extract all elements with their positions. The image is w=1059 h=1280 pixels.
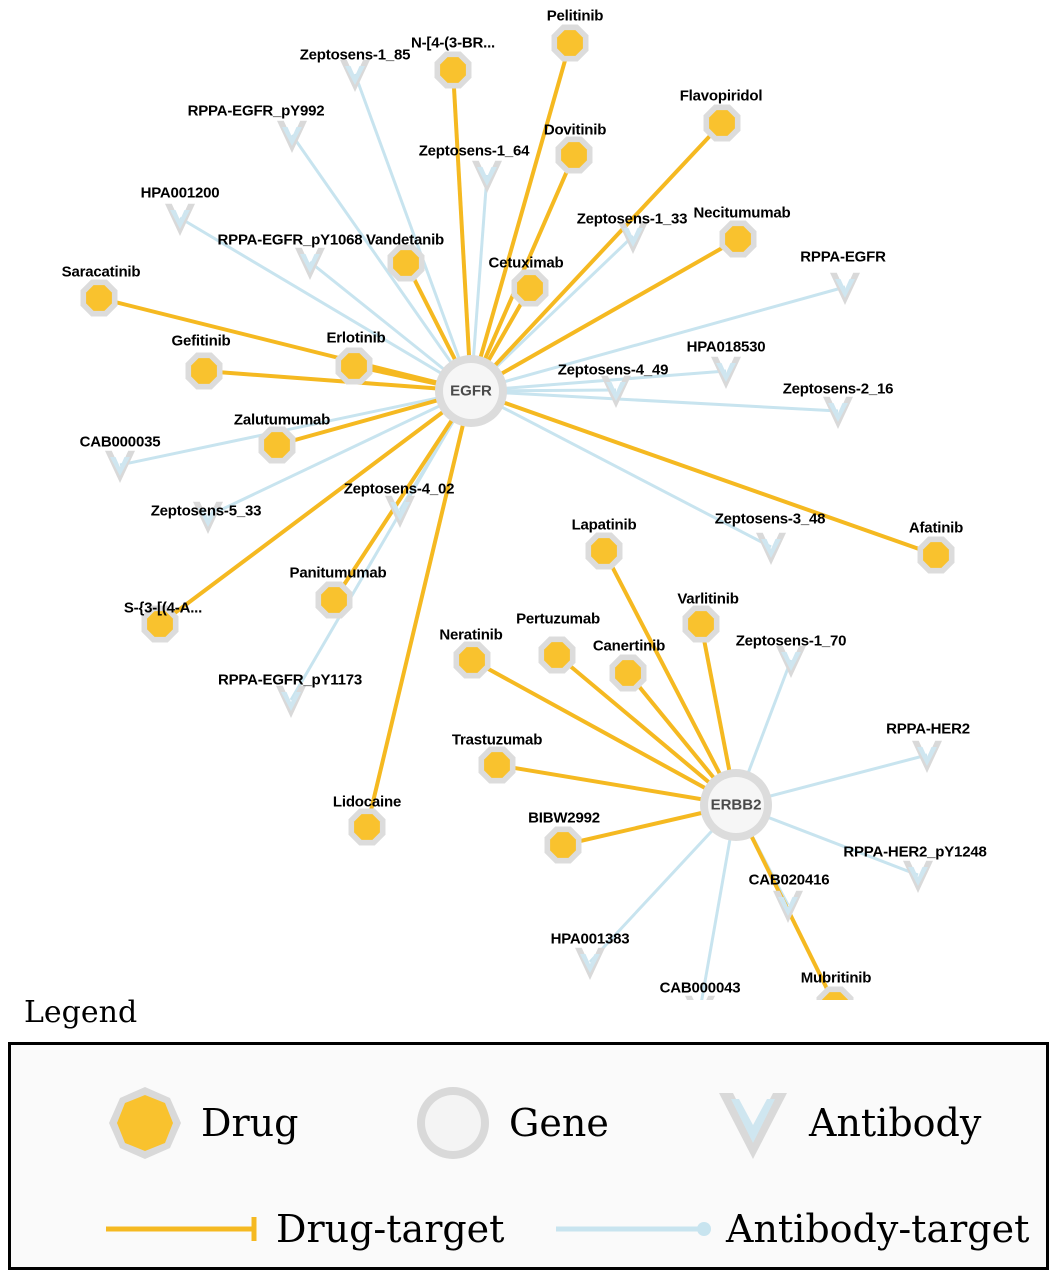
antibody-node-label: HPA001383 <box>550 930 630 948</box>
antibody-node[interactable] <box>276 686 306 718</box>
drug-node-label: Saracatinib <box>61 263 141 281</box>
drug-node-label: Lidocaine <box>332 793 402 811</box>
antibody-node-label: HPA001200 <box>140 184 220 202</box>
antibody-node[interactable] <box>823 397 853 429</box>
legend-box <box>8 1042 1049 1270</box>
antibody-node-label: RPPA-HER2_pY1248 <box>843 843 987 861</box>
drug-node-label: Gefitinib <box>171 332 231 350</box>
drug-node[interactable] <box>81 280 118 317</box>
drug-icon <box>103 1081 187 1165</box>
antibody-node[interactable] <box>903 861 933 893</box>
drug-node-label: Flavopiridol <box>679 87 763 105</box>
drug-node-label: Panitumumab <box>289 564 387 582</box>
antibody-node-label: CAB000035 <box>79 433 161 451</box>
legend-edge-drug-target <box>106 1207 504 1251</box>
drug-node[interactable] <box>435 52 472 89</box>
drug-node-label: Cetuximab <box>488 254 564 272</box>
drug-node-label: Mubritinib <box>800 969 872 987</box>
antibody-node-label: Zeptosens-1_64 <box>418 142 530 160</box>
drug-node-label: Afatinib <box>908 519 964 537</box>
drug-node[interactable] <box>720 221 757 258</box>
drug-node-label: Vandetanib <box>365 231 445 249</box>
drug-node[interactable] <box>186 353 223 390</box>
antibody-node-label: RPPA-HER2 <box>886 720 970 738</box>
drug-node[interactable] <box>512 270 549 307</box>
antibody-node-label: Zeptosens-3_48 <box>714 510 826 528</box>
drug-node[interactable] <box>918 537 955 574</box>
antibody-node[interactable] <box>575 948 605 980</box>
legend-item-drug <box>103 1081 298 1165</box>
drug-node[interactable] <box>539 637 576 674</box>
drug-node-label: Pertuzumab <box>516 610 600 628</box>
antibody-node-label: HPA018530 <box>686 338 766 356</box>
drug-node-label: Erlotinib <box>326 329 386 347</box>
antibody-node-label: Zeptosens-5_33 <box>150 502 262 520</box>
drug-node-label: Zalutumumab <box>233 411 331 429</box>
antibody-node-label: Zeptosens-4_02 <box>343 480 455 498</box>
legend-label-drug: Drug <box>201 1101 299 1145</box>
antibody-node-label: Zeptosens-1_70 <box>735 632 847 650</box>
antibody-node[interactable] <box>165 204 195 236</box>
graph-edge <box>291 391 471 700</box>
drug-node[interactable] <box>610 655 647 692</box>
drug-node[interactable] <box>454 642 491 679</box>
legend-label-gene: Gene <box>509 1101 609 1145</box>
antibody-target-edge-icon <box>556 1212 716 1246</box>
antibody-node-label: CAB000043 <box>659 979 741 997</box>
drug-target-edge-icon <box>106 1212 266 1246</box>
gene-icon <box>411 1081 495 1165</box>
drug-node[interactable] <box>388 245 425 282</box>
drug-node-label: Canertinib <box>592 637 666 655</box>
drug-node-label: Dovitinib <box>543 121 607 139</box>
legend-label-antibody-target: Antibody-target <box>726 1207 1030 1251</box>
antibody-node-label: RPPA-EGFR <box>800 248 886 266</box>
antibody-node-label: RPPA-EGFR_pY992 <box>187 102 325 120</box>
antibody-node-label: Zeptosens-2_16 <box>782 380 894 398</box>
drug-node[interactable] <box>817 987 854 1001</box>
legend-item-gene <box>411 1081 609 1165</box>
drug-node[interactable] <box>556 137 593 174</box>
legend-label-antibody: Antibody <box>809 1101 982 1145</box>
legend-edge-antibody-target <box>556 1207 1029 1251</box>
antibody-node[interactable] <box>105 451 135 483</box>
antibody-node-label: Zeptosens-4_49 <box>557 361 669 379</box>
antibody-node-label: RPPA-EGFR_pY1068 <box>217 231 363 249</box>
drug-node[interactable] <box>316 582 353 619</box>
drug-node-label: Necitumumab <box>693 204 791 222</box>
antibody-node-label: CAB020416 <box>748 871 830 889</box>
antibody-node-label: Zeptosens-1_85 <box>299 46 411 64</box>
drug-node-label: S-{3-[(4-A... <box>123 599 203 617</box>
antibody-node-label: RPPA-EGFR_pY1173 <box>217 671 363 689</box>
drug-node-label: Trastuzumab <box>451 731 543 749</box>
gene-node-label: EGFR <box>450 382 492 400</box>
gene-node-label: ERBB2 <box>710 796 762 814</box>
drug-node-label: Varlitinib <box>677 590 739 608</box>
drug-node[interactable] <box>586 533 623 570</box>
antibody-node-label: Zeptosens-1_33 <box>576 210 688 228</box>
antibody-node[interactable] <box>756 533 786 565</box>
antibody-icon <box>711 1081 795 1165</box>
graph-edge <box>471 391 936 555</box>
drug-node-label: BIBW2992 <box>528 809 600 827</box>
legend-label-drug-target: Drug-target <box>276 1207 505 1251</box>
drug-node[interactable] <box>259 427 296 464</box>
drug-node-label: Lapatinib <box>571 516 637 534</box>
drug-node[interactable] <box>552 25 589 62</box>
drug-node-label: Neratinib <box>439 626 503 644</box>
drug-node[interactable] <box>479 747 516 784</box>
drug-node[interactable] <box>336 348 373 385</box>
legend-title: Legend <box>24 995 138 1030</box>
drug-node[interactable] <box>704 105 741 142</box>
drug-node[interactable] <box>545 827 582 864</box>
drug-node-label: N-[4-(3-BR... <box>410 34 496 52</box>
drug-node-label: Pelitinib <box>546 7 604 25</box>
graph-edge <box>453 70 471 391</box>
drug-node[interactable] <box>683 606 720 643</box>
drug-node[interactable] <box>349 809 386 846</box>
legend-item-antibody <box>711 1081 981 1165</box>
